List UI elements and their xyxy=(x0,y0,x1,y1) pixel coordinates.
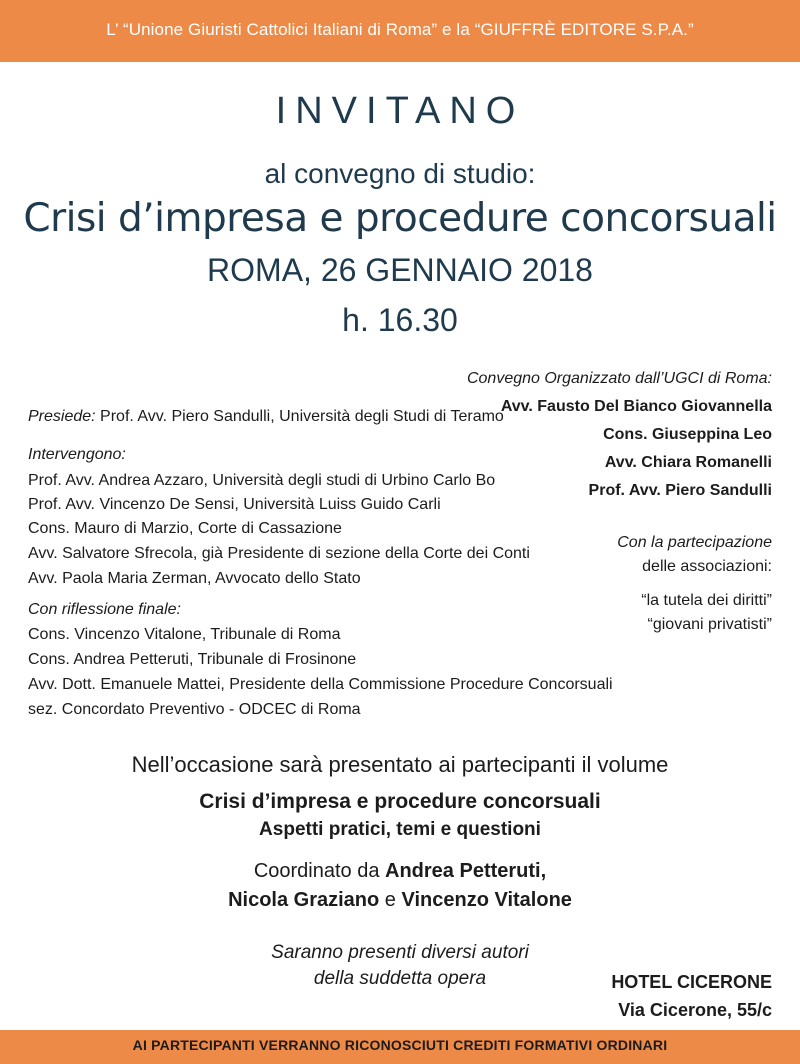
reflection-item xyxy=(28,674,613,696)
speaker-item xyxy=(28,543,530,565)
speakers-label: Intervengono: xyxy=(28,446,126,463)
association-item: “la tutela dei diritti” xyxy=(641,592,772,609)
organizer-name: Avv. Chiara Romanelli xyxy=(604,454,772,471)
reflection-item xyxy=(28,624,340,646)
final-reflection-label: Con riflessione finale: xyxy=(28,601,181,618)
association-item: “giovani privatisti” xyxy=(647,616,772,633)
footer-bar xyxy=(0,1030,800,1064)
coordinators-line xyxy=(0,860,800,883)
president-line xyxy=(28,406,504,428)
header-bar xyxy=(0,0,800,62)
speaker-affiliation: , Corte di Cassazione xyxy=(188,520,342,537)
speaker-item xyxy=(28,518,342,540)
footer-text: AI PARTECIPANTI VERRANNO RICONOSCIUTI CREDITI FORMATIVI ORDINARI xyxy=(132,1037,668,1053)
volume-intro: Nell’occasione sarà presentato ai partecipanti il volume xyxy=(131,752,669,777)
associations-line1: Con la partecipazione xyxy=(617,534,772,551)
reflection-continuation: sez. Concordato Preventivo - ODCEC di Roma xyxy=(28,701,361,718)
speaker-item xyxy=(28,568,361,590)
venue-name: HOTEL CICERONE xyxy=(611,972,772,992)
event-subtitle: al convegno di studio: xyxy=(264,158,536,189)
volume-title: Crisi d’impresa e procedure concorsuali xyxy=(199,790,601,813)
speaker-name: Prof. Avv. Andrea Azzaro xyxy=(28,472,204,489)
volume-subtitle: Aspetti pratici, temi e questioni xyxy=(259,819,541,840)
speaker-affiliation: , già Presidente di sezione della Corte dei Conti xyxy=(192,545,530,562)
coordinators-line2 xyxy=(0,889,800,912)
organizer-name: Avv. Fausto Del Bianco Giovannella xyxy=(500,398,772,415)
organizer-name: Cons. Giuseppina Leo xyxy=(603,426,772,443)
reflection-name: Cons. Andrea Petteruti xyxy=(28,651,189,668)
invitano-heading: INVITANO xyxy=(275,90,525,132)
speaker-affiliation: , Università Luiss Guido Carli xyxy=(234,496,441,513)
speaker-item xyxy=(28,470,495,492)
speaker-affiliation: , Avvocato dello Stato xyxy=(207,570,361,587)
president-name: Prof. Avv. Piero Sandulli xyxy=(100,408,271,425)
header-text: L’ “Unione Giuristi Cattolici Italiani di Roma” e la “GIUFFRÈ EDITORE S.P.A.” xyxy=(106,20,694,39)
reflection-affiliation: , Tribunale di Frosinone xyxy=(188,651,357,668)
authors-note-line1: Saranno presenti diversi autori xyxy=(271,942,529,963)
event-hour: h. 16.30 xyxy=(342,302,458,338)
coordinator-name: Nicola Graziano xyxy=(228,889,380,911)
president-label: Presiede: xyxy=(28,408,96,425)
venue-address: Via Cicerone, 55/c xyxy=(618,1000,772,1020)
reflection-affiliation: , Presidente della Commissione Procedure Concorsuali xyxy=(220,676,613,693)
coordinators-label: Coordinato da xyxy=(253,860,386,882)
speaker-item xyxy=(28,494,441,516)
reflection-affiliation: , Tribunale di Roma xyxy=(201,626,341,643)
event-date: ROMA, 26 GENNAIO 2018 xyxy=(207,252,593,288)
associations-line2: delle associazioni: xyxy=(642,558,772,575)
speaker-name: Cons. Mauro di Marzio xyxy=(28,520,189,537)
speaker-name: Avv. Paola Maria Zerman xyxy=(28,570,208,587)
event-title: Crisi d’impresa e procedure concorsuali xyxy=(23,196,777,241)
reflection-item xyxy=(28,649,356,671)
speaker-name: Prof. Avv. Vincenzo De Sensi xyxy=(28,496,235,513)
coordinator-name: Vincenzo Vitalone xyxy=(401,889,572,911)
reflection-name: Cons. Vincenzo Vitalone xyxy=(28,626,202,643)
coordinator-name: Andrea Petteruti, xyxy=(385,860,547,882)
organizers-label: Convegno Organizzato dall’UGCI di Roma: xyxy=(466,370,772,387)
coordinators-conjunction: e xyxy=(379,889,402,911)
speaker-name: Avv. Salvatore Sfrecola xyxy=(28,545,193,562)
reflection-name: Avv. Dott. Emanuele Mattei xyxy=(28,676,221,693)
authors-note-line2: della suddetta opera xyxy=(313,968,487,989)
organizer-name: Prof. Avv. Piero Sandulli xyxy=(588,482,772,499)
speaker-affiliation: , Università degli studi di Urbino Carlo Bo xyxy=(203,472,496,489)
president-affiliation: , Università degli Studi di Teramo xyxy=(270,408,504,425)
